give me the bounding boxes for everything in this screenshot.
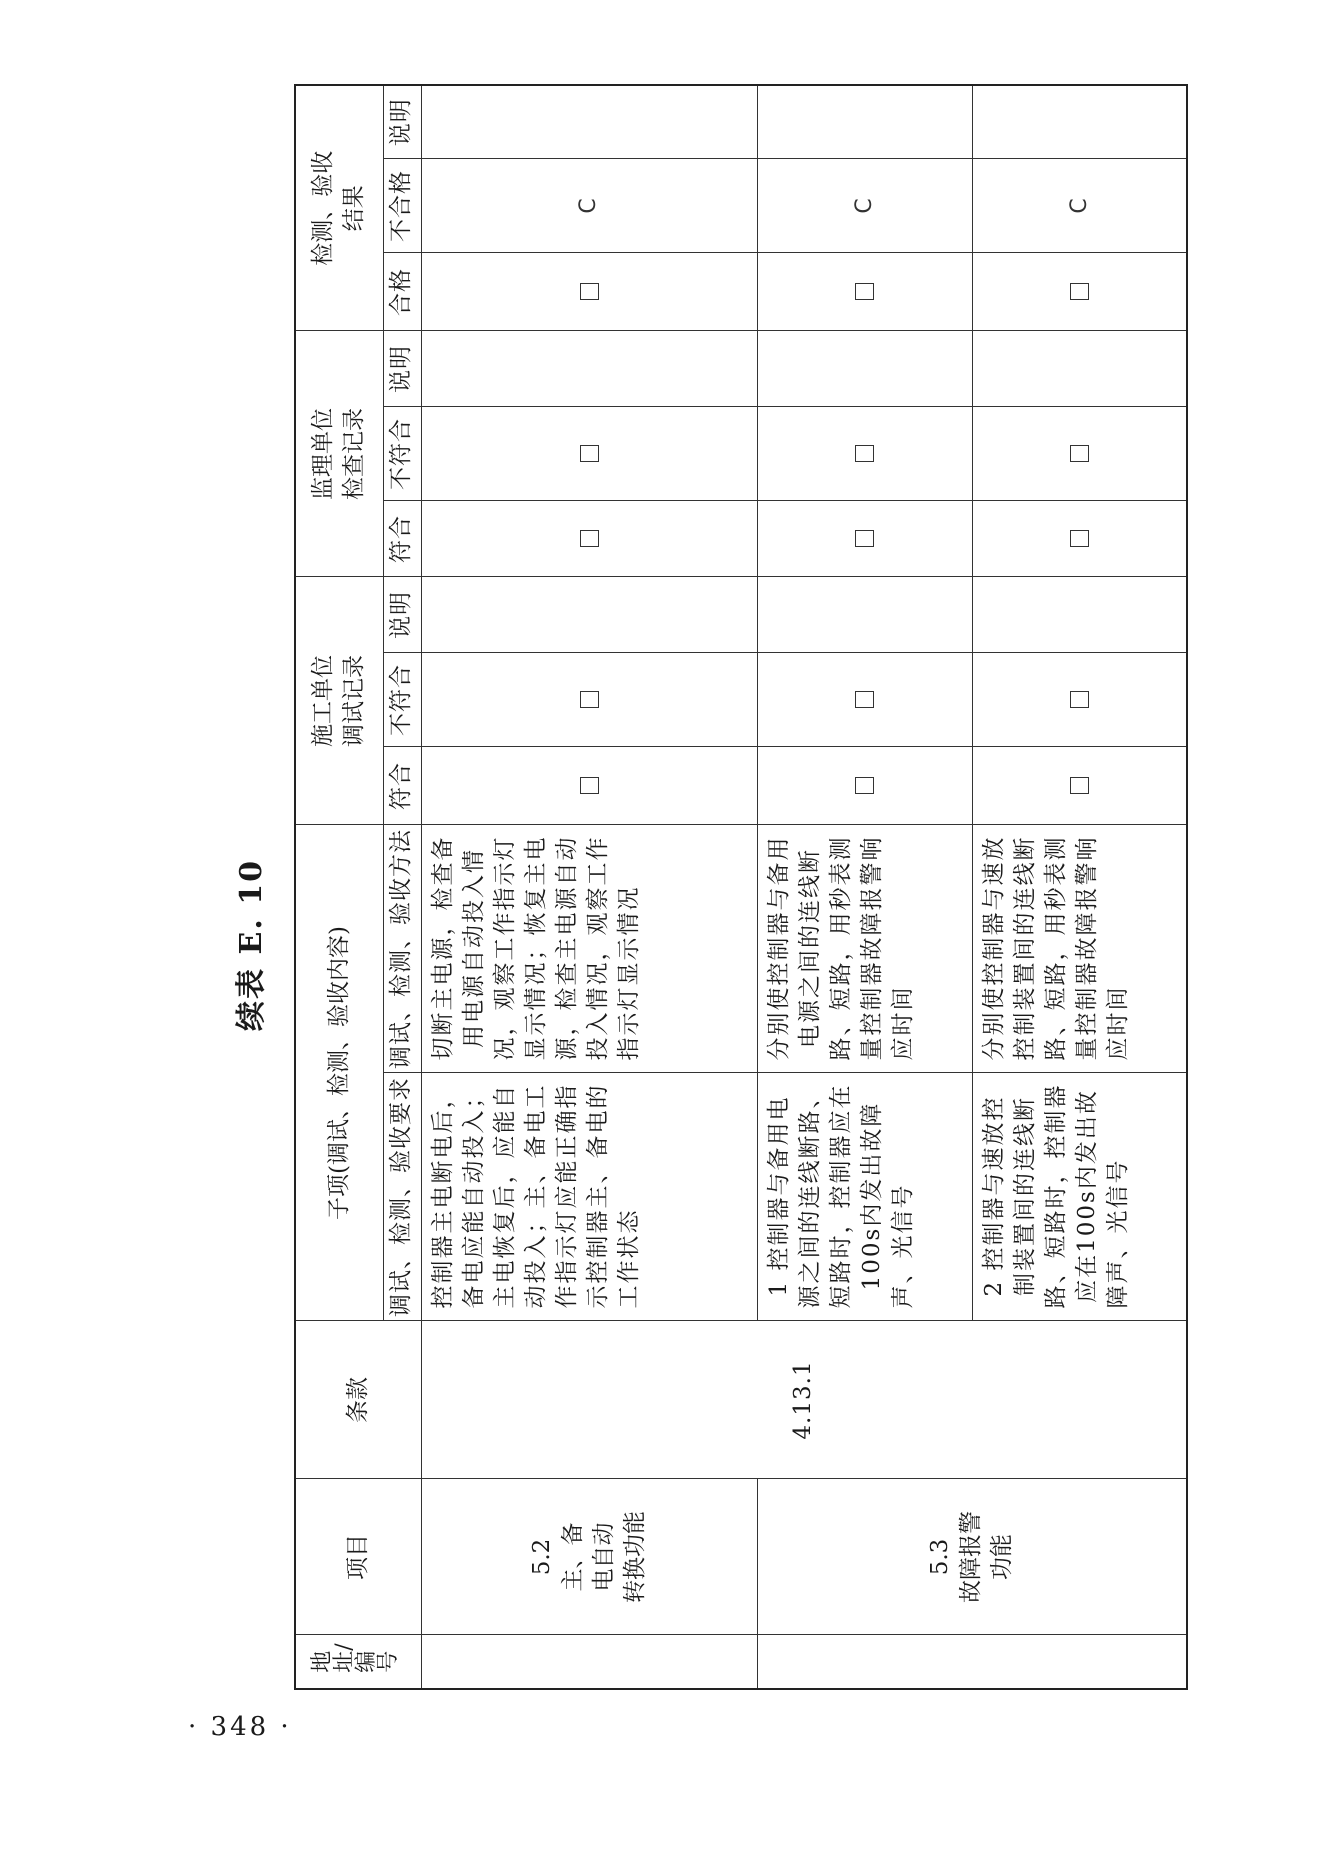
checkbox-icon[interactable] [580,691,599,708]
requirement-cell: 控制器主电断电后，备电应能自动投入；主电恢复后，应能自动投入；主、备电工作指示灯应能正确指示控制器主、备电的工作状态 [421,1073,757,1321]
method-cell: 分别使控制器与备用电源之间的连线断路、短路，用秒表测量控制器故障报警响应时间 [757,825,972,1073]
header-method: 调试、检测、验收方法 [383,825,421,1073]
project-cell: 5.2 主、备 电自动 转换功能 [421,1479,757,1635]
header-requirements: 调试、检测、验收要求 [383,1073,421,1321]
header-supervision-nonconform: 不符合 [383,407,421,501]
header-construction-conform: 符合 [383,747,421,825]
inspection-table [294,84,1188,1690]
unqualified-mark[interactable]: C [576,198,602,214]
supervision-conform-cell[interactable] [421,501,757,577]
supervision-conform-cell[interactable] [972,501,1187,577]
header-project: 项目 [295,1479,421,1635]
header-construction-note: 说明 [383,577,421,653]
header-clause: 条款 [295,1321,421,1479]
header-construction: 施工单位 调试记录 [295,577,383,825]
table-title: 续表 E. 10 [234,859,269,1031]
header-result-note: 说明 [383,85,421,159]
checkbox-icon[interactable] [855,691,874,708]
result-note-cell[interactable] [972,85,1187,159]
method-cell: 切断主电源，检查备用电源自动投入情况，观察工作指示灯显示情况；恢复主电源，检查主电源自动投入情况，观察工作指示灯显示情况 [421,825,757,1073]
address-cell[interactable] [757,1635,1187,1689]
checkbox-icon[interactable] [855,530,874,547]
header-supervision-conform: 符合 [383,501,421,577]
checkbox-icon[interactable] [580,445,599,462]
table-row [421,85,757,1689]
checkbox-icon[interactable] [855,777,874,794]
page-number: · 348 · [188,1712,292,1742]
supervision-note-cell[interactable] [421,331,757,407]
header-supervision: 监理单位 检查记录 [295,331,383,577]
header-address: 地址/编号 [295,1635,421,1689]
header-result: 检测、验收 结果 [295,85,383,331]
project-cell: 5.3 故障报警 功能 [757,1479,1187,1635]
checkbox-icon[interactable] [1070,777,1089,794]
result-note-cell[interactable] [757,85,972,159]
supervision-nonconform-cell[interactable] [757,407,972,501]
construction-note-cell[interactable] [421,577,757,653]
checkbox-icon[interactable] [855,283,874,300]
qualified-cell[interactable] [421,253,757,331]
clause-cell: 4.13.1 [421,1321,1187,1479]
address-cell[interactable] [421,1635,757,1689]
supervision-nonconform-cell[interactable] [421,407,757,501]
checkbox-icon[interactable] [1070,445,1089,462]
header-supervision-note: 说明 [383,331,421,407]
supervision-note-cell[interactable] [972,331,1187,407]
checkbox-icon[interactable] [1070,530,1089,547]
supervision-nonconform-cell[interactable] [972,407,1187,501]
checkbox-icon[interactable] [580,777,599,794]
checkbox-icon[interactable] [855,445,874,462]
supervision-note-cell[interactable] [757,331,972,407]
qualified-cell[interactable] [757,253,972,331]
method-cell: 分别使控制器与速放控制装置间的连线断路、短路，用秒表测量控制器故障报警响应时间 [972,825,1187,1073]
header-construction-nonconform: 不符合 [383,653,421,747]
unqualified-mark[interactable]: C [1066,198,1092,214]
supervision-conform-cell[interactable] [757,501,972,577]
requirement-cell: 2 控制器与速放控制装置间的连线断路、短路时，控制器应在100s内发出故障声、光信号 [972,1073,1187,1321]
requirement-cell: 1 控制器与备用电源之间的连线断路、短路时，控制器应在100s内发出故障声、光信号 [757,1073,972,1321]
unqualified-cell[interactable] [972,159,1187,253]
qualified-cell[interactable] [972,253,1187,331]
construction-conform-cell[interactable] [421,747,757,825]
checkbox-icon[interactable] [580,530,599,547]
construction-nonconform-cell[interactable] [757,653,972,747]
header-sub-item: 子项(调试、检测、验收内容) [295,825,383,1321]
header-qualified: 合格 [383,253,421,331]
header-unqualified: 不合格 [383,159,421,253]
construction-note-cell[interactable] [972,577,1187,653]
construction-nonconform-cell[interactable] [421,653,757,747]
construction-conform-cell[interactable] [757,747,972,825]
result-note-cell[interactable] [421,85,757,159]
checkbox-icon[interactable] [1070,691,1089,708]
unqualified-mark[interactable]: C [851,198,877,214]
checkbox-icon[interactable] [1070,283,1089,300]
construction-note-cell[interactable] [757,577,972,653]
unqualified-cell[interactable] [757,159,972,253]
construction-conform-cell[interactable] [972,747,1187,825]
unqualified-cell[interactable] [421,159,757,253]
rotated-page-content [224,98,1132,1690]
construction-nonconform-cell[interactable] [972,653,1187,747]
checkbox-icon[interactable] [580,283,599,300]
